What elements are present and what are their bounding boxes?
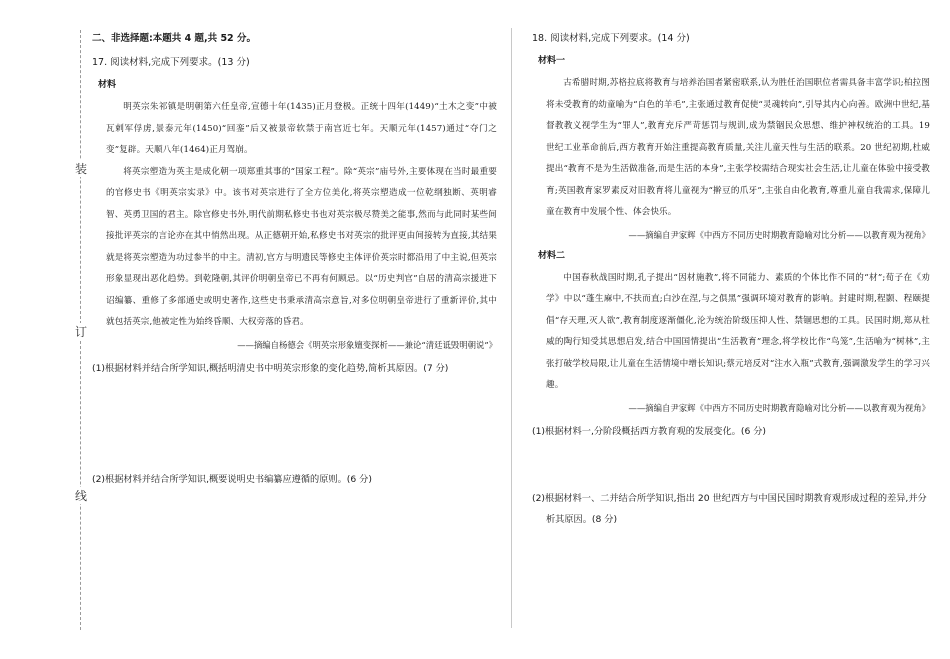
q17-subquestion-1: (1)根据材料并结合所学知识,概括明清史书中明英宗形象的变化趋势,简析其原因。(7 分) <box>92 362 449 374</box>
gutter-char-xian: 线 <box>74 489 87 503</box>
left-column <box>92 30 497 490</box>
q17-material-paragraph-1: 明英宗朱祁镇是明朝第六任皇帝,宣德十年(1435)正月登极。正统十四年(1449)“土木之变”中被瓦剌军俘虏,景泰元年(1450)“回銮”后又被景帝软禁于南宫近七年。天顺元年(1457)通过“夺门之变”复辟。天顺八年(1464)正月驾崩。 <box>106 102 497 155</box>
column-divider <box>511 28 512 628</box>
right-column <box>532 30 930 530</box>
q17-answer-space-1 <box>92 379 497 469</box>
gutter-char-ding: 订 <box>74 325 87 339</box>
q18-material-1-title: 材料一 <box>538 56 566 66</box>
q18-material-1-source: ——摘编自尹家辉《中西方不同历史时期教育隐喻对比分析——以教育观为视角》 <box>628 229 930 240</box>
q18-material-2-paragraph: 中国春秋战国时期,孔子提出“因材施教”,将不同能力、素质的个体比作不同的“材”;荀子在《劝学》中以“蓬生麻中,不扶而直;白沙在涅,与之俱黑”强调环境对教育的影响。封建时期,程颢、程颐提倡“存天理,灭人欲”,教育制度逐渐僵化,沦为统治阶级压抑人性、禁锢思想的工具。民国时期,郑从杜威的陶行知受其思想启发,结合中国国情提出“生活教育”理念,将学校比作“鸟笼”,生活喻为“树林”,主张打破学校局限,让儿童在生活情境中增长知识;蔡元培反对“注水入瓶”式教育,强调激发学生的学习兴趣。 <box>546 272 930 390</box>
q18-material-1-paragraph: 古希腊时期,苏格拉底将教育与培养治国者紧密联系,认为胜任治国职位者需具备丰富学识;柏拉图将未受教育的幼童喻为“白色的羊毛”,主张通过教育促使“灵魂转向”,引导其内心向善。欧洲中世纪,基督教教义视学生为“罪人”,教育充斥严苛惩罚与规训,成为禁锢民众思想、维护神权统治的工具。19 世纪工业革命前后,西方教育开始注重提高教育质量,关注儿童天性与生活的联系。20 世纪初期,杜威提出“教育不是为生活做准备,而是生活的本身”,主张学校需结合现实社会生活,让儿童在体验中接受教育;英国教育家罗素反对旧教育将儿童视为“擀豆的爪牙”,主张自由化教育,尊重儿童自我需求,保障儿童在教育中发展个性、体会快乐。 <box>546 78 930 217</box>
q18-answer-space-1 <box>532 442 930 488</box>
gutter-char-zhuang: 装 <box>74 162 87 176</box>
q17-material-title: 材料 <box>98 80 117 90</box>
q17-material-paragraph-2: 将英宗塑造为英主是成化朝一项郑重其事的“国家工程”。除“英宗”庙号外,主要体现在当时最重要的官修史书《明英宗实录》中。该书对英宗进行了全方位美化,将英宗塑造成一位乾纲独断、英明睿智、英勇卫国的君主。除官修史书外,明代前期私修史书也对英宗极尽赞美之能事,然而与此同时某些间接批评英宗的言论亦在其中悄然出现。从正德朝开始,私修史书对英宗的批评更由间接转为直接,其结果就是将英宗塑造为功过参半的中主。清初,官方与明遗民等修史主体评价英宗时都沿用了中主说,但英宗形象显现出恶化趋势。到乾隆朝,其评价明朝皇帝已不再有何顾忌。以“历史判官”自居的清高宗援进下诏编纂、重修了多部通史或明史著作,这些史书秉承清高宗意旨,对多位明朝皇帝进行了重新评价,其中就包括英宗,他被定性为始终昏顺、大权旁落的昏君。 <box>106 166 497 327</box>
question-18-heading: 18. 阅读材料,完成下列要求。(14 分) <box>532 33 690 44</box>
binding-gutter <box>0 0 88 659</box>
q18-material-2-source: ——摘编自尹家辉《中西方不同历史时期教育隐喻对比分析——以教育观为视角》 <box>628 402 930 413</box>
q17-subquestion-2: (2)根据材料并结合所学知识,概要说明史书编纂应遵循的原则。(6 分) <box>92 473 372 485</box>
q18-subquestion-2: (2)根据材料一、二并结合所学知识,指出 20 世纪西方与中国民国时期教育观形成过程的差异,并分析其原因。(8 分) <box>532 492 927 525</box>
section-heading: 二、非选择题:本题共 4 题,共 52 分。 <box>92 33 256 44</box>
q18-material-2-title: 材料二 <box>538 250 566 261</box>
q17-source: ——摘编自杨德会《明英宗形象嬗变探析——兼论“清廷诋毁明朝说”》 <box>237 339 497 350</box>
question-17-heading: 17. 阅读材料,完成下列要求。(13 分) <box>92 57 250 68</box>
q18-subquestion-1: (1)根据材料一,分阶段概括西方教育观的发展变化。(6 分) <box>532 425 766 437</box>
